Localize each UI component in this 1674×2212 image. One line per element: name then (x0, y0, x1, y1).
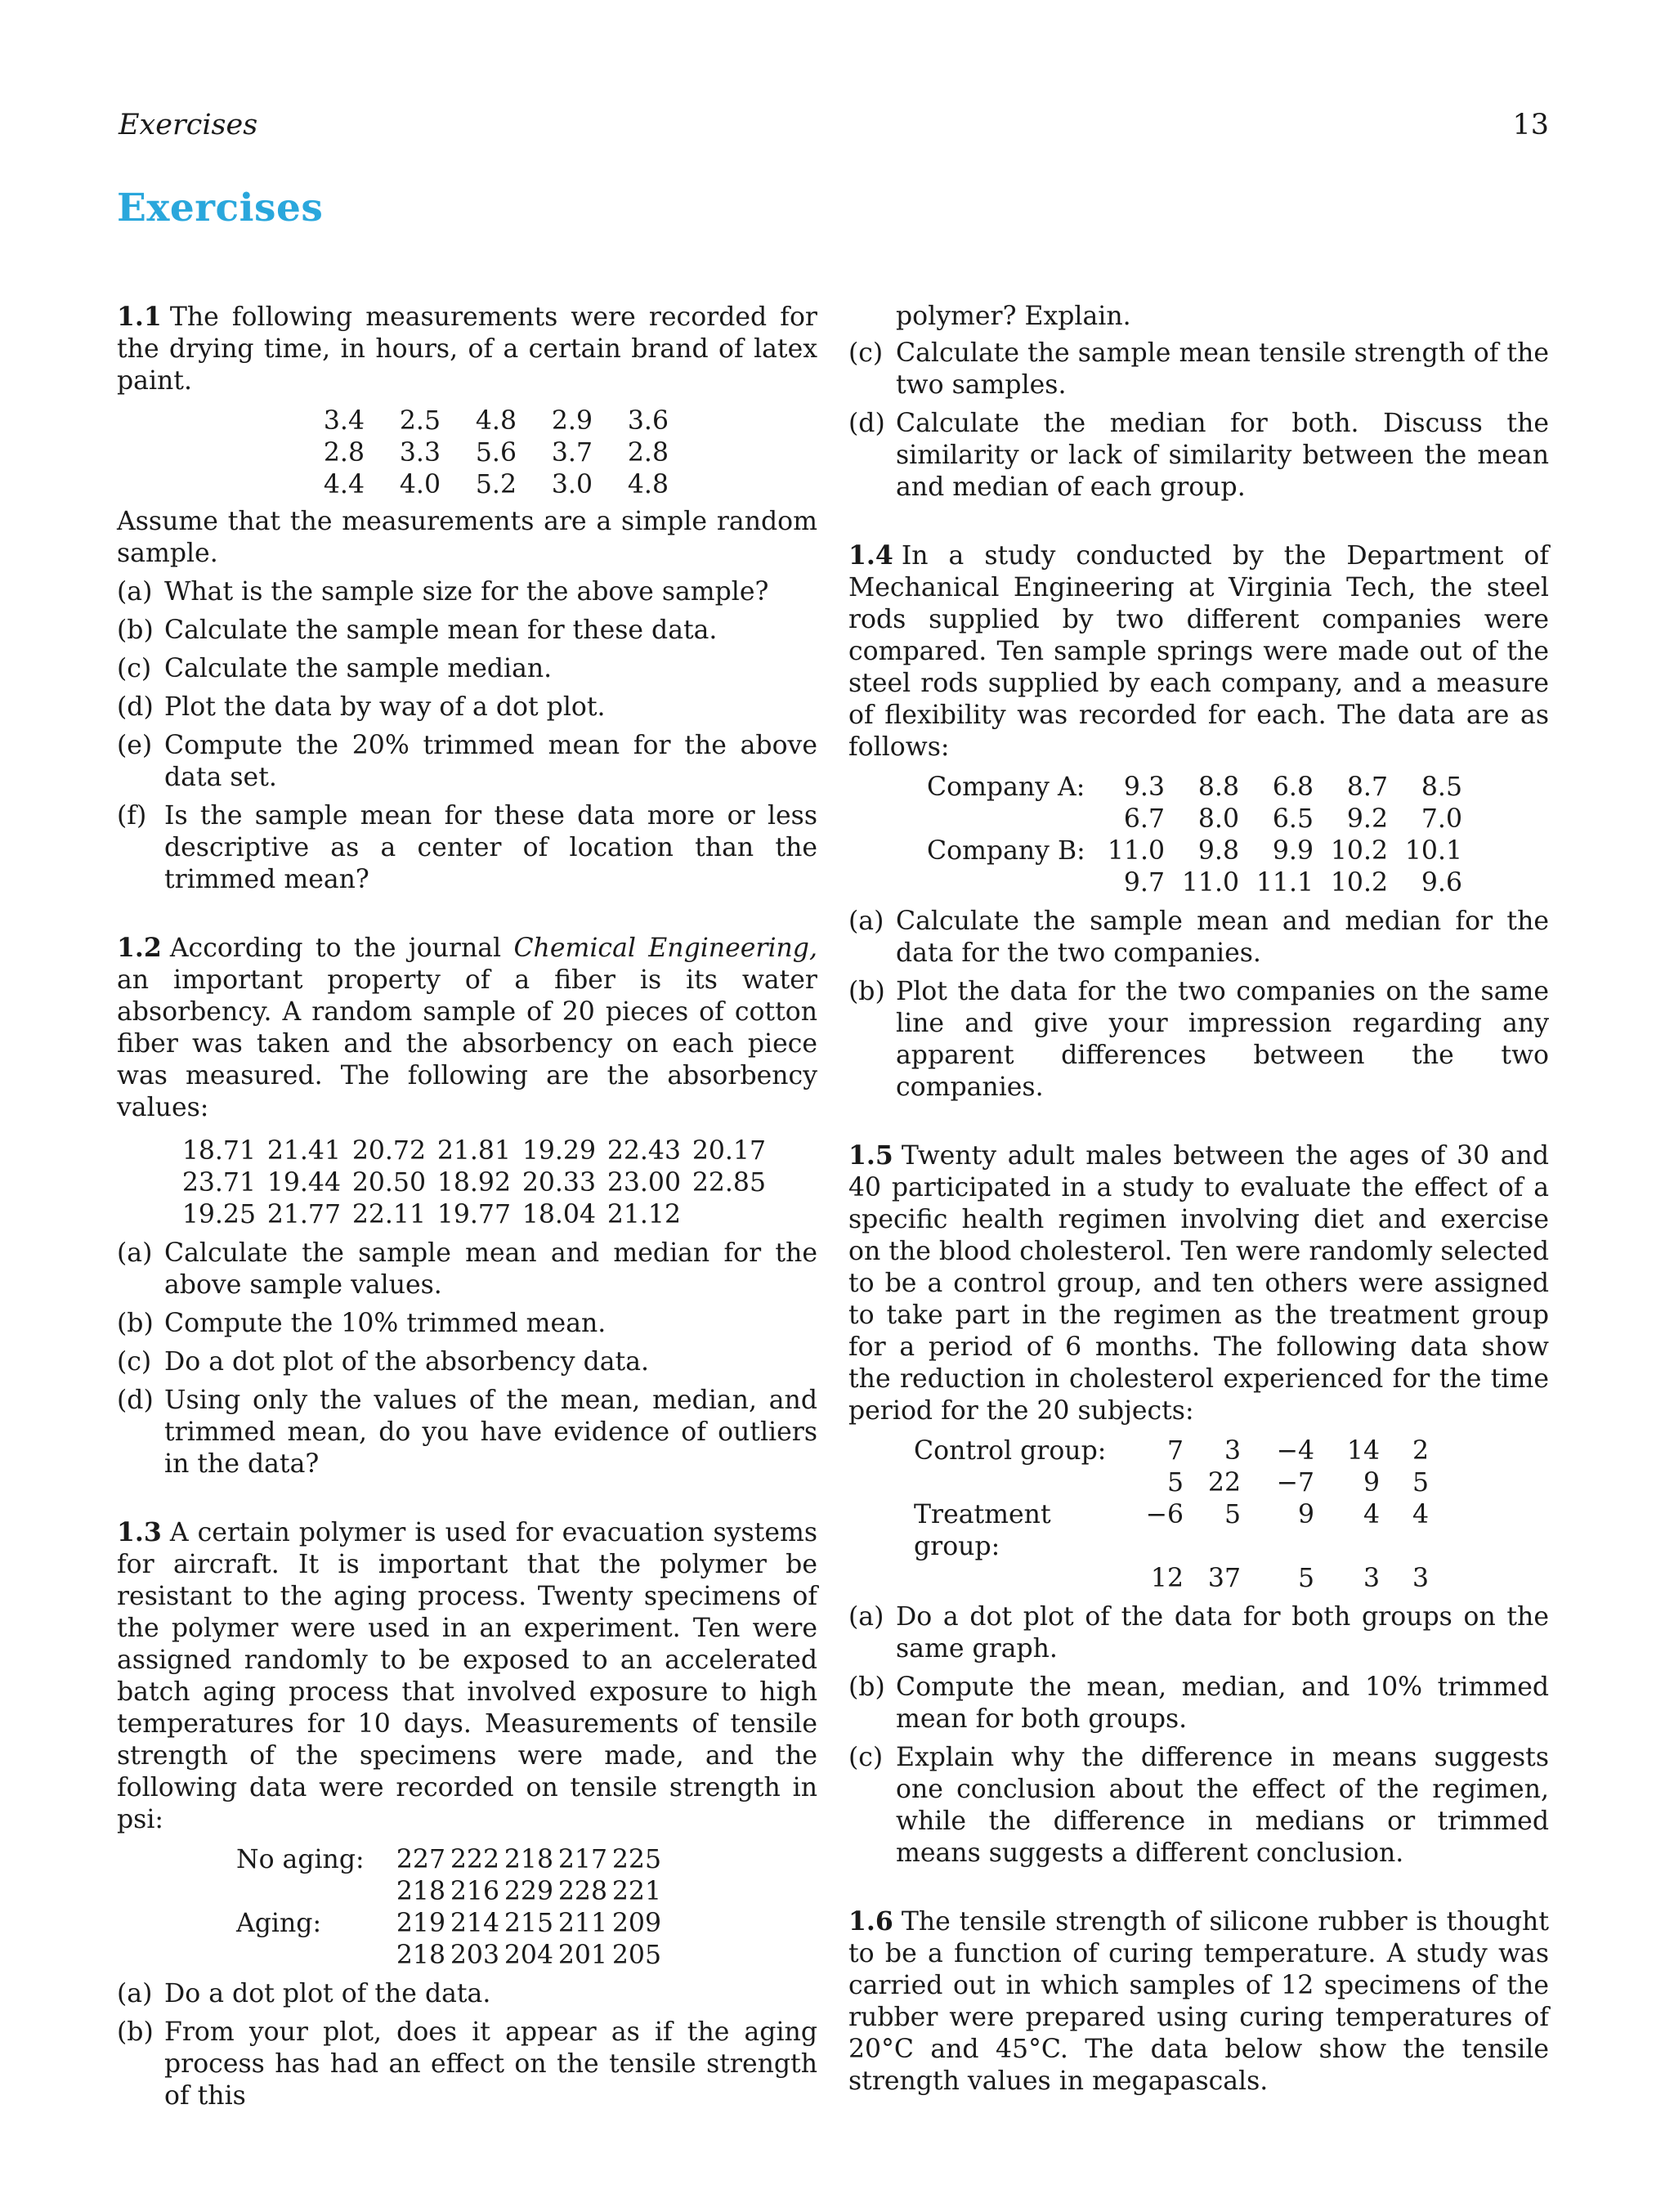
data-cell: 2.8 (323, 438, 365, 468)
data-cell: 3.4 (323, 406, 365, 436)
group-label: Aging: (236, 1909, 322, 1938)
item-text: Plot the data for the two companies on the same line and give your impression regarding any apparent differences between the two companies. (896, 977, 1549, 1102)
item-text: Calculate the sample mean and median for the data for the two companies. (896, 907, 1549, 968)
page-number: 13 (1512, 109, 1549, 141)
data-cell: 5 (1166, 1468, 1184, 1498)
data-cell: 6.5 (1272, 804, 1314, 834)
data-cell: 4.8 (475, 406, 517, 436)
item-label: (d) (848, 409, 885, 438)
exercise-1-5 (848, 1140, 1549, 1869)
data-cell: 22.85 (692, 1168, 766, 1198)
data-cell: 11.0 (1107, 836, 1165, 866)
data-cell: 4.4 (323, 470, 365, 499)
item-label: (c) (117, 1347, 152, 1377)
question-item (117, 615, 817, 647)
data-cell: 23.71 (181, 1168, 256, 1198)
data-cell: 3.3 (399, 438, 441, 468)
data-cell: 12 (1150, 1564, 1184, 1593)
data-cell: 18.92 (436, 1168, 511, 1198)
item-text: Compute the 20% trimmed mean for the above data set. (164, 731, 817, 792)
item-text: What is the sample size for the above sample? (164, 577, 769, 607)
question-list (117, 1978, 817, 2112)
data-cell: 4 (1412, 1500, 1429, 1529)
item-text: Calculate the sample median. (164, 654, 553, 683)
data-cell: 9.2 (1346, 804, 1388, 834)
data-cell: 2.5 (399, 406, 441, 436)
exercise-1-2 (117, 932, 817, 1480)
left-column (117, 301, 817, 2148)
exercise-intro (848, 1905, 1549, 2098)
question-item (848, 906, 1549, 969)
data-cell: 3.0 (551, 470, 593, 499)
question-list (117, 576, 817, 896)
data-cell: 18.71 (181, 1136, 256, 1166)
data-cell: 19.29 (521, 1136, 596, 1166)
item-text: Compute the mean, median, and 10% trimmed mean for both groups. (896, 1672, 1549, 1734)
exercise-1-3-continued (848, 301, 1549, 504)
continued-text: polymer? Explain. (896, 302, 1131, 331)
question-item (117, 1308, 817, 1340)
exercise-text: According to the journal (169, 934, 514, 963)
item-label: (b) (117, 616, 154, 645)
data-cell: 19.77 (436, 1200, 511, 1229)
data-cell: 6.7 (1123, 804, 1165, 834)
data-cell: 8.7 (1346, 772, 1388, 802)
data-cell: 222 (450, 1845, 499, 1874)
item-label: (a) (848, 1602, 884, 1632)
item-label: (a) (848, 907, 884, 936)
exercise-text: A certain polymer is used for evacuation systems for aircraft. It is important that the polymer be resistant to the aging process. Twenty specimens of the polymer were used in an experiment. Ten were assigned randomly to be exposed to an accelerated batch aging process that involved exposure to high temperatures for 10 days. Measurements of tensile strength of the specimens were made, and the following data were recorded on tensile strength in psi: (117, 1518, 817, 1834)
data-cell: 9 (1297, 1500, 1314, 1529)
exercise-intro (117, 932, 817, 1124)
data-cell: 5.2 (475, 470, 517, 499)
data-cell: 11.1 (1256, 868, 1314, 898)
data-cell: 3 (1224, 1436, 1241, 1466)
question-item (117, 2017, 817, 2112)
data-cell: 9.3 (1123, 772, 1165, 802)
item-text: Calculate the median for both. Discuss the similarity or lack of similarity between the mean and median of each group. (896, 409, 1549, 502)
data-table (914, 1435, 1549, 1595)
exercise-1-4 (848, 540, 1549, 1104)
data-cell: 37 (1207, 1564, 1241, 1593)
group-label: Treatment group: (914, 1500, 1051, 1561)
data-cell: 19.25 (181, 1200, 256, 1229)
data-cell: 201 (557, 1941, 607, 1970)
item-label: (c) (848, 338, 884, 368)
exercise-number: 1.1 (117, 302, 162, 332)
data-cell: −7 (1276, 1468, 1314, 1498)
exercise-number: 1.3 (117, 1517, 162, 1547)
question-list (848, 1601, 1549, 1869)
question-item (117, 730, 817, 794)
data-cell: 228 (557, 1877, 607, 1906)
data-cell: 4.0 (399, 470, 441, 499)
item-text: Do a dot plot of the absorbency data. (164, 1347, 650, 1377)
item-label: (a) (117, 577, 153, 607)
data-cell: 218 (504, 1845, 553, 1874)
question-item (117, 1346, 817, 1378)
data-cell: 6.8 (1272, 772, 1314, 802)
exercise-text: an important property of a fiber is its water absorbency. A random sample of 20 pieces of cotton fiber was taken and the absorbency on each piece was measured. The following are the absorbency values: (117, 965, 817, 1122)
data-cell: 218 (396, 1941, 445, 1970)
data-cell: 5.6 (475, 438, 517, 468)
exercise-text: Twenty adult males between the ages of 30 and 40 participated in a study to evaluate the effect of a specific health regimen involving diet and exercise on the blood cholesterol. Ten were randomly selected to be a control group, and ten others were assigned to take part in the regimen as the treatment group for a period of 6 months. The following data show the reduction in cholesterol experienced for the time period for the 20 subjects: (848, 1141, 1549, 1426)
running-header: Exercises (119, 109, 258, 141)
item-text: Calculate the sample mean tensile strength of the two samples. (896, 338, 1549, 400)
exercise-1-6 (848, 1905, 1549, 2098)
data-cell: −6 (1145, 1500, 1184, 1529)
journal-name: Chemical Engineering, (513, 934, 817, 963)
data-cell: 20.50 (351, 1168, 426, 1198)
exercise-number: 1.6 (848, 1906, 893, 1937)
item-text: Calculate the sample mean and median for the above sample values. (164, 1238, 817, 1300)
data-cell: 21.77 (266, 1200, 341, 1229)
data-cell: 203 (450, 1941, 499, 1970)
exercise-intro (117, 301, 817, 397)
question-list (848, 906, 1549, 1104)
data-cell: 217 (557, 1845, 607, 1874)
data-table (171, 1135, 817, 1231)
item-text: From your plot, does it appear as if the aging process has had an effect on the tensile strength of this (164, 2017, 817, 2111)
group-label: Control group: (914, 1436, 1107, 1466)
item-label: (b) (117, 1309, 154, 1338)
group-label: Company A: (927, 772, 1085, 802)
data-cell: 4 (1363, 1500, 1380, 1529)
right-column (848, 301, 1549, 2134)
exercise-1-3 (117, 1516, 817, 2112)
exercise-text: Assume that the measurements are a simple random sample. (117, 507, 817, 568)
item-label: (d) (117, 1386, 154, 1415)
data-cell: 227 (396, 1845, 445, 1874)
question-list (848, 338, 1549, 504)
data-cell: −4 (1276, 1436, 1314, 1466)
item-text: Calculate the sample mean for these data. (164, 616, 718, 645)
item-label: (e) (117, 731, 153, 760)
exercise-number: 1.2 (117, 933, 162, 963)
data-cell: 7.0 (1421, 804, 1462, 834)
section-title: Exercises (117, 186, 324, 231)
question-item (117, 800, 817, 896)
data-cell: 9.7 (1123, 868, 1165, 898)
data-cell: 221 (611, 1877, 661, 1906)
data-cell: 216 (450, 1877, 499, 1906)
data-cell: 218 (396, 1877, 445, 1906)
question-item (117, 1238, 817, 1301)
data-cell: 7 (1166, 1436, 1184, 1466)
question-item (117, 653, 817, 685)
data-cell: 18.04 (521, 1200, 596, 1229)
question-item (117, 576, 817, 608)
data-cell: 205 (611, 1941, 661, 1970)
data-cell: 20.72 (351, 1136, 426, 1166)
item-text: Using only the values of the mean, median, and trimmed mean, do you have evidence of outliers in the data? (164, 1386, 817, 1479)
data-cell: 21.41 (266, 1136, 341, 1166)
exercise-number: 1.4 (848, 540, 893, 571)
data-cell: 22.11 (351, 1200, 426, 1229)
data-cell: 3.6 (627, 406, 669, 436)
item-text: Do a dot plot of the data for both groups on the same graph. (896, 1602, 1549, 1663)
data-cell: 22.43 (606, 1136, 681, 1166)
data-cell: 4.8 (627, 470, 669, 499)
data-cell: 5 (1224, 1500, 1241, 1529)
data-cell: 2 (1412, 1436, 1429, 1466)
exercise-intro (848, 540, 1549, 763)
item-text: Is the sample mean for these data more or less descriptive as a center of location than the trimmed mean? (164, 801, 817, 894)
data-cell: 2.9 (551, 406, 593, 436)
exercise-text: The tensile strength of silicone rubber is thought to be a function of curing temperature. A study was carried out in which samples of 12 specimens of the rubber were prepared using curing temperatures of 20°C and 45°C. The data below show the tensile strength values in megapascals. (848, 1907, 1549, 2096)
data-cell: 10.2 (1330, 836, 1388, 866)
exercise-text: In a study conducted by the Department of Mechanical Engineering at Virginia Tech, the steel rods supplied by two different companies were compared. Ten sample springs were made out of the steel rods supplied by each company, and a measure of flexibility was recorded for each. The data are as follows: (848, 541, 1549, 762)
data-cell: 5 (1412, 1468, 1429, 1498)
data-cell: 9 (1363, 1468, 1380, 1498)
exercise-intro (117, 1516, 817, 1836)
question-item (848, 1672, 1549, 1735)
data-cell: 214 (450, 1909, 499, 1938)
item-label: (b) (117, 2017, 154, 2047)
item-text: Compute the 10% trimmed mean. (164, 1309, 606, 1338)
exercise-number: 1.5 (848, 1140, 893, 1171)
exercise-intro (848, 1140, 1549, 1427)
question-item (117, 1978, 817, 2010)
data-cell: 229 (504, 1877, 553, 1906)
data-cell: 3 (1363, 1564, 1380, 1593)
data-table (927, 772, 1549, 899)
data-cell: 21.81 (436, 1136, 511, 1166)
data-cell: 22 (1207, 1468, 1241, 1498)
data-cell: 9.8 (1197, 836, 1239, 866)
item-label: (f) (117, 801, 147, 831)
question-item (848, 1742, 1549, 1869)
item-label: (b) (848, 1672, 885, 1702)
item-label: (a) (117, 1979, 153, 2008)
item-text: Do a dot plot of the data. (164, 1979, 491, 2008)
question-list (117, 1238, 817, 1480)
data-cell: 20.17 (692, 1136, 766, 1166)
data-cell: 204 (504, 1941, 553, 1970)
data-cell: 8.5 (1421, 772, 1462, 802)
item-label: (c) (848, 1743, 884, 1772)
question-item (848, 1601, 1549, 1665)
data-cell: 10.1 (1404, 836, 1462, 866)
data-cell: 14 (1346, 1436, 1380, 1466)
question-item (848, 976, 1549, 1104)
data-cell: 225 (611, 1845, 661, 1874)
question-item (848, 338, 1549, 401)
data-cell: 20.33 (521, 1168, 596, 1198)
exercise-text: The following measurements were recorded for the drying time, in hours, of a certain brand of latex paint. (117, 302, 817, 396)
data-cell: 2.8 (627, 438, 669, 468)
data-cell: 10.2 (1330, 868, 1388, 898)
exercise-1-1 (117, 301, 817, 896)
data-cell: 211 (557, 1909, 607, 1938)
group-label: No aging: (236, 1845, 365, 1874)
item-label: (d) (117, 692, 154, 722)
data-cell: 8.0 (1197, 804, 1239, 834)
item-text: Plot the data by way of a dot plot. (164, 692, 606, 722)
data-cell: 11.0 (1181, 868, 1239, 898)
data-cell: 3.7 (551, 438, 593, 468)
data-cell: 21.12 (606, 1200, 681, 1229)
data-cell: 215 (504, 1909, 553, 1938)
data-cell: 209 (611, 1909, 661, 1938)
item-text: Explain why the difference in means suggests one conclusion about the effect of the regimen, while the difference in medians or trimmed means suggests a different conclusion. (896, 1743, 1549, 1868)
data-cell: 8.8 (1197, 772, 1239, 802)
item-label: (a) (117, 1238, 153, 1268)
question-item (117, 692, 817, 723)
data-cell: 9.6 (1421, 868, 1462, 898)
item-label: (b) (848, 977, 885, 1006)
data-table (236, 1844, 817, 1972)
data-cell: 219 (396, 1909, 445, 1938)
data-cell: 3 (1412, 1564, 1429, 1593)
data-cell: 5 (1297, 1564, 1314, 1593)
data-cell: 19.44 (266, 1168, 341, 1198)
data-cell: 23.00 (606, 1168, 681, 1198)
data-cell: 9.9 (1272, 836, 1314, 866)
question-item (848, 408, 1549, 504)
item-label: (c) (117, 654, 152, 683)
data-table (289, 405, 817, 501)
group-label: Company B: (927, 836, 1085, 866)
question-item (117, 1385, 817, 1480)
